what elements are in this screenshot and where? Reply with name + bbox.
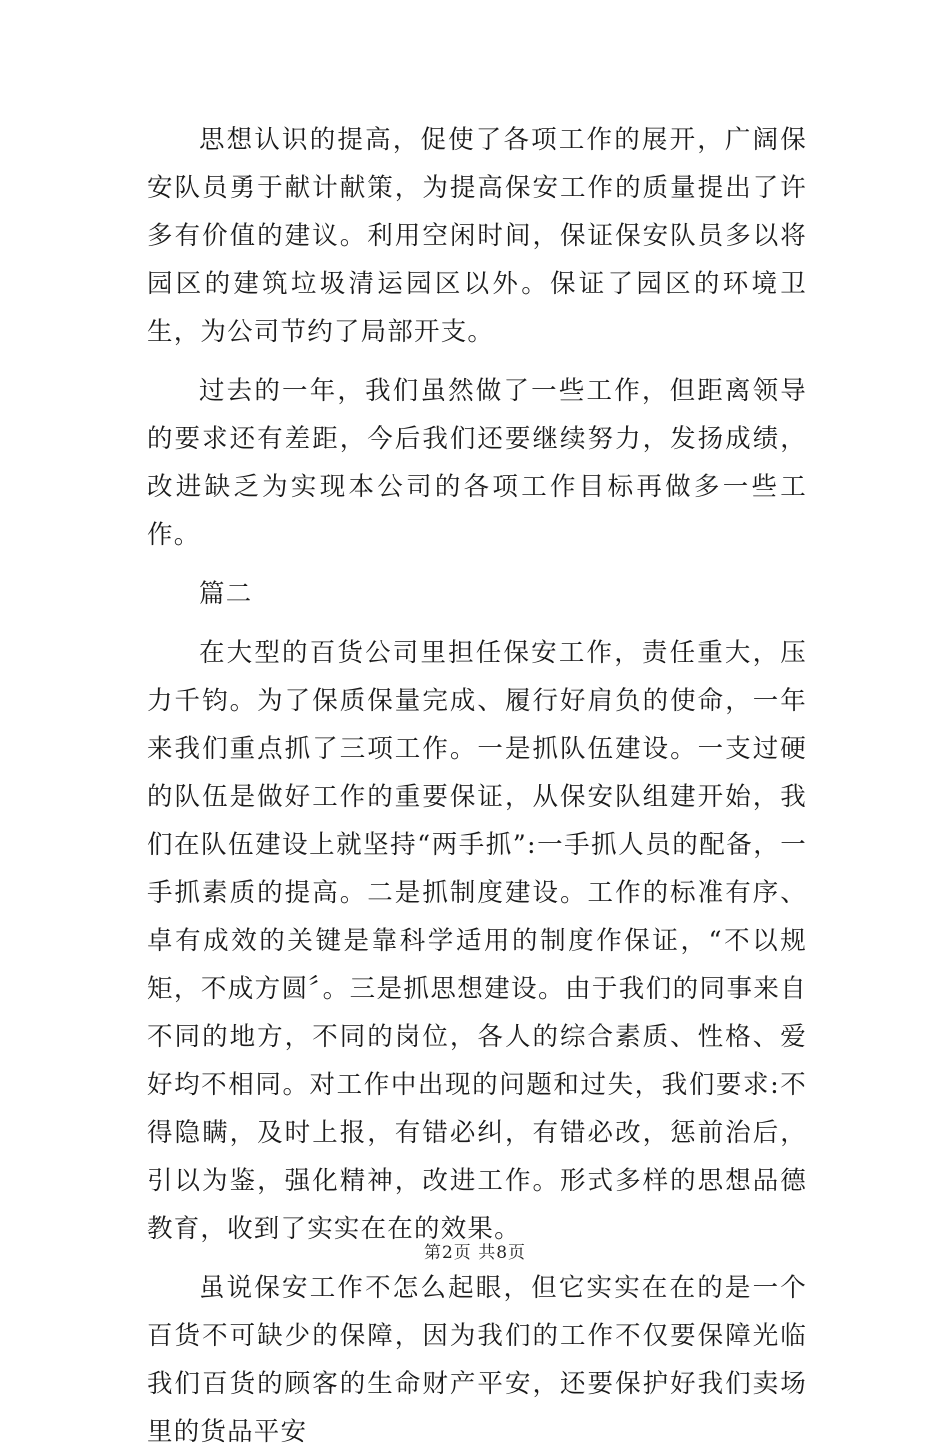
section-heading: 篇二 [199, 579, 253, 609]
paragraph-4: 虽说保安工作不怎么起眼，但它实实在在的是一个百货不可缺少的保障，因为我们的工作不仅要保障光临我们百货的顾客的生命财产平安，还要保护好我们卖场里的货品平安 [147, 1273, 807, 1447]
paragraph-3: 在大型的百货公司里担任保安工作，责任重大，压力千钧。为了保质保量完成、履行好肩负的使命，一年来我们重点抓了三项工作。一是抓队伍建设。一支过硬的队伍是做好工作的重要保证，从保安队组建开始，我们在队伍建设上就坚持“两手抓”:一手抓人员的配备，一手抓素质的提高。二是抓制度建设。工作的标准有序、卓有成效的关键是靠科学适用的制度作保证，“不以规矩，不成方圆〞。三是抓思想建设。由于我们的同事来自不同的地方，不同的岗位，各人的综合素质、性格、爱好均不相同。对工作中出现的问题和过失，我们要求:不得隐瞒，及时上报，有错必纠，有错必改，惩前治后，引以为鉴，强化精神，改进工作。形式多样的思想品德教育，收到了实实在在的效果。 [147, 638, 807, 1244]
paragraph-2: 过去的一年，我们虽然做了一些工作，但距离领导的要求还有差距，今后我们还要继续努力，发扬成绩，改进缺乏为实现本公司的各项工作目标再做多一些工作。 [147, 376, 807, 550]
paragraph-gap [147, 559, 807, 570]
paragraph-gap [147, 618, 807, 629]
paragraph-1: 思想认识的提高，促使了各项工作的展开，广阔保安队员勇于献计献策，为提高保安工作的质量提出了许多有价值的建议。利用空闲时间，保证保安队员多以将园区的建筑垃圾清运园区以外。保证了园区的环境卫生，为公司节约了局部开支。 [147, 125, 807, 347]
page-number-footer: 第2页 共8页 [423, 1243, 527, 1263]
paragraph-gap [147, 356, 807, 367]
